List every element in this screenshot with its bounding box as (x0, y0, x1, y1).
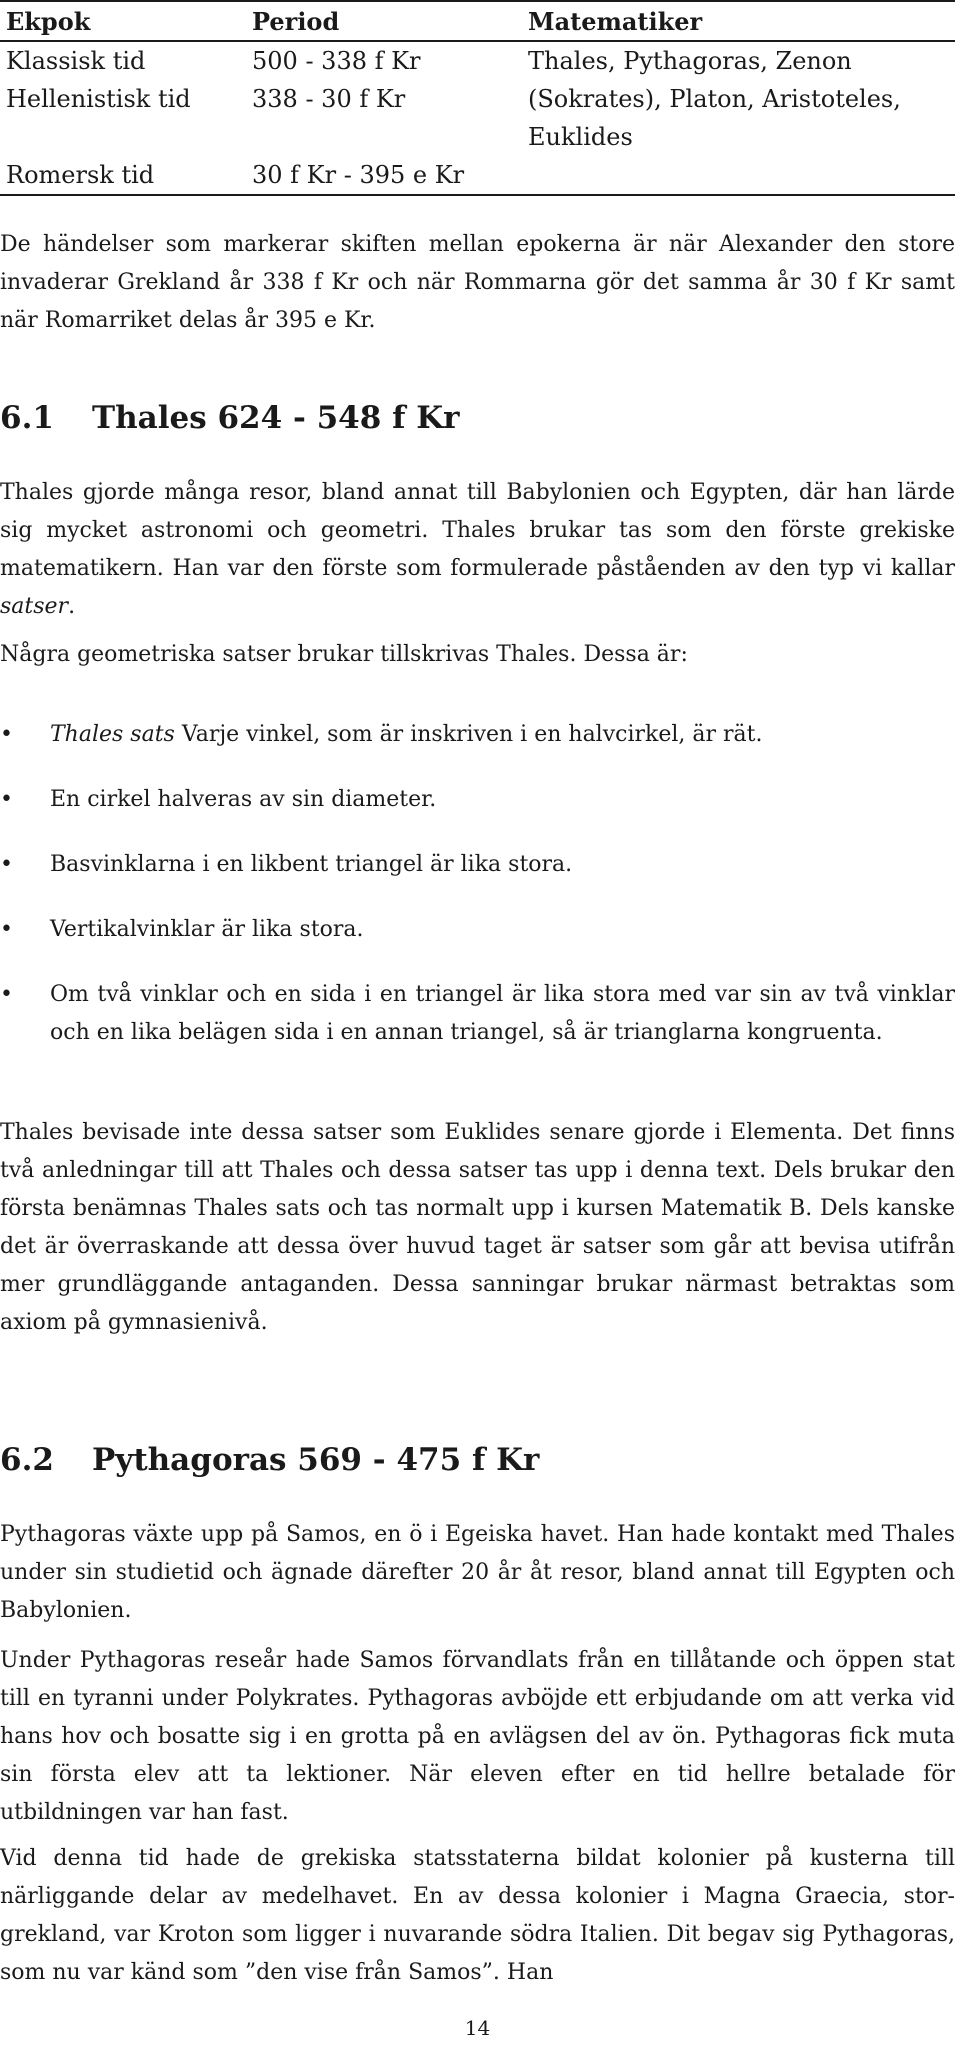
list-item: • En cirkel halveras av sin diameter. (0, 781, 955, 819)
emphasis-term: Thales sats (50, 722, 175, 747)
table-cell: Klassisk tid (6, 47, 146, 75)
table-cell: 500 - 338 f Kr (252, 47, 421, 75)
section-title: Pythagoras 569 - 475 f Kr (92, 1442, 540, 1478)
table-cell: 338 - 30 f Kr (252, 85, 406, 113)
pythagoras-paragraph-1: Pythagoras växte upp på Samos, en ö i Egeiska havet. Han hade kontakt med Thales under sin studietid och ägnade därefter 20 år åt resor, bland annat till Egypten och Babylonien. (0, 1522, 955, 1623)
pythagoras-paragraph-2: Under Pythagoras reseår hade Samos förvandlats från en tillåtande och öppen stat till en tyranni under Polykrates. Pythagoras avböjde ett erbjudande om att verka vid hans hov och bosatte sig i en grotta på en avlägsen del av ön. Pythagoras fick muta sin första elev att ta lektioner. När eleven efter en tid hellre betalade för utbildningen var han fast. (0, 1648, 955, 1825)
table-cell: Thales, Pythagoras, Zenon (528, 47, 852, 75)
thales-paragraph-3: Thales bevisade inte dessa satser som Euklides senare gjorde i Elementa. Det finns två anledningar till att Thales och dessa satser tas upp i denna text. Dels brukar den första benämnas Thales sats och tas normalt upp i kursen Matematik B. Dels kanske det är överraskande att dessa över huvud taget är satser som går att bevisa utifrån mer grundläggande antaganden. Dessa sanningar brukar närmast betraktas som axiom på gymnasienivå. (0, 1120, 955, 1335)
table-row (0, 156, 955, 195)
thales-paragraph-1 (0, 474, 955, 626)
epoch-table (0, 0, 955, 196)
table-cell: 30 f Kr - 395 e Kr (246, 156, 522, 195)
table-header-cell: Ekpok (0, 1, 246, 41)
theorem-list (0, 716, 955, 1052)
table-cell: Romersk tid (0, 156, 246, 195)
section-title: Thales 624 - 548 f Kr (92, 400, 460, 436)
table-cell: Hellenistisk tid (6, 85, 191, 113)
table-cell (522, 156, 955, 195)
pythagoras-paragraph-3: Vid denna tid hade de grekiska statsstaterna bildat kolonier på kusterna till närliggande delar av medelhavet. En av dessa kolonier i Magna Graecia, stor-grekland, var Kroton som ligger i nuvarande södra Italien. Dit begav sig Pythagoras, som nu var känd som ”den vise från Samos”. Han (0, 1846, 955, 1985)
intro-paragraph: De händelser som markerar skiften mellan epokerna är när Alexander den store invaderar Grekland år 338 f Kr och när Rommarna gör det samma år 30 f Kr samt när Romarriket delas år 395 e Kr. (0, 232, 955, 333)
list-item-text: Varje vinkel, som är inskriven i en halvcirkel, är rät. (174, 722, 763, 747)
list-item (0, 716, 955, 754)
table-cell: (Sokrates), Platon, Aristoteles, Euklides (528, 85, 901, 151)
table-row (0, 80, 955, 156)
list-item: • Vertikalvinklar är lika stora. (0, 911, 955, 949)
table-header-row (0, 1, 955, 41)
emphasis-term: satser (0, 594, 69, 619)
paragraph-text: Thales gjorde många resor, bland annat till Babylonien och Egypten, där han lärde sig mycket astronomi och geometri. Thales brukar tas som den förste grekiske matematikern. Han var den förste som formulerade påståenden av den typ vi kallar (0, 480, 955, 581)
table-header-cell: Matematiker (522, 1, 955, 41)
thales-paragraph-2: Några geometriska satser brukar tillskrivas Thales. Dessa är: (0, 642, 688, 667)
paragraph-text: . (68, 594, 76, 619)
section-number: 6.1 (0, 400, 54, 436)
page-number: 14 (464, 2016, 491, 2040)
list-item: • Om två vinklar och en sida i en triangel är lika stora med var sin av två vinklar och en lika belägen sida i en annan triangel, så är trianglarna kongruenta. (0, 976, 955, 1052)
list-item: • Basvinklarna i en likbent triangel är lika stora. (0, 846, 955, 884)
section-heading-thales (0, 400, 460, 436)
section-number: 6.2 (0, 1442, 54, 1478)
section-heading-pythagoras (0, 1442, 539, 1478)
table-header-cell: Period (246, 1, 522, 41)
table-row (0, 41, 955, 80)
